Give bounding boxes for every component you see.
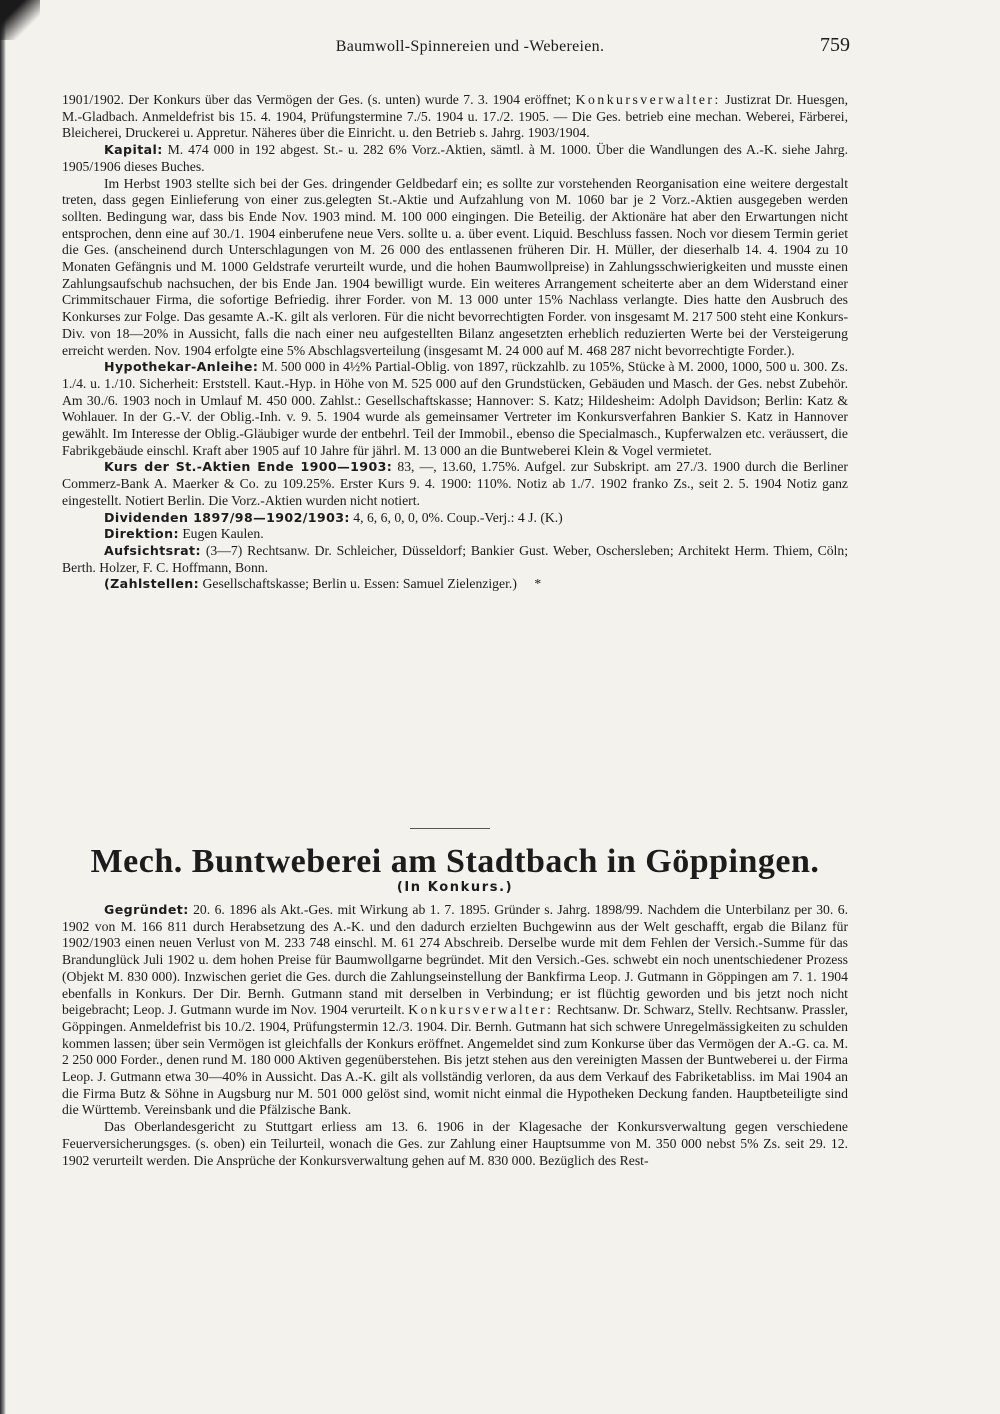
- page-number: 759: [820, 34, 850, 56]
- paragraph-dividenden: [62, 510, 848, 527]
- paragraph-aufsichtsrat: [62, 543, 848, 576]
- footnote-mark: *: [534, 576, 542, 592]
- direktion-text: Eugen Kaulen.: [182, 526, 264, 542]
- konkurs-text: 1901/1902. Der Konkurs über das Vermögen der Ges. (s. unten) wurde 7. 3. 1904 eröffnet;: [62, 92, 572, 107]
- section-divider: [410, 828, 490, 829]
- paragraph-hypothekar: [62, 359, 848, 459]
- scan-page-edge: [0, 0, 6, 1414]
- gegruendet-label: Gegründet:: [104, 902, 189, 917]
- gegruendet-text: 20. 6. 1896 als Akt.-Ges. mit Wirkung ab 1. 7. 1895. Gründer s. Jahrg. 1898/99. Nachdem die Unterbilanz per 30. 6. 1902 von M. 166 811 durch Herabsetzung des A.-K. und den dadurch erzielten Buchgewinn aus der Welt geschafft, ergab die Bilanz für 1902/1903 einen neuen Verlust von M. 233 748 einschl. M. 61 274 Abschreib. Derselbe wurde mit dem Fehlen der Versich.-Summe für das Brandunglück Juli 1902 u. dem hohen Preise für Baumwollgarne begründet. Mit den Versich.-Ges. schwebt ein noch unentschiedener Prozess (Objekt M. 830 000). Inzwischen geriet die Ges. durch die Zahlungseinstellung der Bankfirma Leop. J. Gutmann in Göppingen am 7. 1. 1904 ebenfalls in Konkurs. Der Dir. Bernh. Gutmann stand mit derselben in Verbindung; er ist flüchtig geworden und bis jetzt noch nicht beigebracht; Leop. J. Gutmann wurde im Nov. 1904 verurteilt.: [62, 902, 848, 1018]
- section-title: Mech. Buntweberei am Stadtbach in Göppingen.: [90, 843, 820, 880]
- section-baumwoll-entry: [62, 92, 848, 593]
- aufsichtsrat-label: Aufsichtsrat:: [104, 542, 201, 558]
- direktion-label: Direktion:: [104, 526, 179, 542]
- paragraph-gegruendet: [62, 902, 848, 1119]
- konkursverwalter-text: Rechtsanw. Dr. Schwarz, Stellv. Rechtsanw. Prassler, Göppingen. Anmeldefrist bis 10./2. 1904, Prüfungstermin 12./3. 1904. Dir. Bernh. Gutmann hat sich schwere Unregelmässigkeiten zu schulden kommen lassen; über sein Vermögen ist gleichfalls der Konkurs eröffnet. Angemeldet sind zum Konkurse über das Vermögen der A.-G. ca. M. 2 250 000 Forder., denen rund M. 180 000 Aktiven gegenüberstehen. Bis jetzt stehen aus den vereinigten Massen der Buntweberei u. der Firma Leop. J. Gutmann etwa 30—40% in Aussicht. Das A.-K. gilt als vollständig verloren, da aus dem Verkauf des Fabriketabliss. im Mai 1904 an die Firma Butz & Söhne in Augsburg nur M. 501 000 gelöst sind, womit nicht einmal die Hypotheken Deckung fanden. Hauptbeteiligte sind die Württemb. Vereinsbank und die Pfälzische Bank.: [62, 1002, 849, 1118]
- zahlstellen-label: (Zahlstellen:: [104, 576, 200, 592]
- hypothekar-label: Hypothekar-Anleihe:: [104, 359, 259, 375]
- paragraph-oberlandesgericht: Das Oberlandesgericht zu Stuttgart erliess am 13. 6. 1906 in der Klagesache der Konkursverwaltung gegen verschiedene Feuerversicherungsges. (s. oben) ein Teilurteil, wonach die Ges. zur Zahlung einer Hauptsumme von M. 350 000 nebst 5% Zs. seit 29. 12. 1902 verurteilt werden. Die Ansprüche der Konkursverwaltung gehen auf M. 830 000. Bezüglich des Rest-: [62, 1119, 848, 1168]
- section-buntweberei-entry: [62, 902, 848, 1169]
- konkursverwalter-label: Konkursverwalter:: [575, 92, 721, 107]
- paragraph-reorganisation: Im Herbst 1903 stellte sich bei der Ges. dringender Geldbedarf ein; es sollte zur vorstehenden Reorganisation eine weitere dergestalt treten, dass gegen Einlieferung von einer zus.gelegten St.-Aktie und Aufzahlung von M. 1060 bar je 2 Vorz.-Aktien ausgegeben werden sollten. Bedingung war, dass bis Ende Nov. 1903 mind. M. 100 000 eingingen. Die Beteilig. der Aktionäre hat aber den Erwartungen nicht entsprochen, denn eine auf 30./1. 1904 einberufene neue Vers. sollte u. a. über event. Liquid. Beschluss fassen. Noch vor diesem Termin geriet die Ges. (anscheinend durch Unterschlagungen von M. 26 000 des entlassenen früheren Dir. H. Müller, der dieserhalb 14. 4. 1904 zu 10 Monaten Gefängnis und M. 1000 Geldstrafe verurteilt wurde, und die hohen Baumwollpreise) in Zahlungsschwierigkeiten und musste einen Zahlungsaufschub nachsuchen, der bis Ende Jan. 1904 bewilligt wurde. Ein weiteres Arrangement scheiterte aber an dem Widerstand einer Crimmitschauer Firma, die sofortige Befriedig. ihrer Forder. von M. 13 000 unter 15% Nachlass verlangte. Dies hatte den Ausbruch des Konkurses zur Folge. Das gesamte A.-K. gilt als verloren. Für die nicht bevorrechtigten Forder. von insgesamt M. 217 500 steht eine Konkurs-Div. von 18—20% in Aussicht, falls die nach einer neu aufgestellten Bilanz angesetzten erheblich reduzierten Werte bei der Versteigerung erreicht werden. Nov. 1904 erfolgte eine 5% Abschlagsverteilung (insgesamt M. 24 000 auf M. 468 287 nicht bevorrechtigte Forder.).: [62, 175, 848, 358]
- konkurs-details: Justizrat Dr. Huesgen, M.-Gladbach. Anmeldefrist bis 15. 4. 1904, Prüfungstermine 7./5. 1904 u. 17./2. 1905. — Die Ges. betrieb eine mechan. Weberei, Färberei, Bleicherei, Druckerei u. Appretur. Näheres über die Einricht. u. den Betrieb s. Jahrg. 1903/1904.: [62, 92, 849, 141]
- kapital-label: Kapital:: [104, 142, 163, 158]
- konkursverwalter-label-2: Konkursverwalter:: [408, 1002, 554, 1018]
- running-header: Baumwoll-Spinnereien und -Webereien.: [335, 38, 605, 55]
- paragraph-direktion: [62, 526, 848, 543]
- aufsichtsrat-text: (3—7) Rechtsanw. Dr. Schleicher, Düsseldorf; Bankier Gust. Weber, Oschersleben; Architekt Herm. Thiem, Cöln; Berth. Holzer, F. C. Hoffmann, Bonn.: [62, 542, 849, 575]
- dividenden-text: 4, 6, 6, 0, 0, 0%. Coup.-Verj.: 4 J. (K.): [353, 509, 563, 525]
- paragraph-kapital: [62, 142, 848, 175]
- paragraph-zahlstellen: [62, 576, 848, 593]
- section-subtitle: (In Konkurs.): [396, 880, 514, 895]
- kapital-text: M. 474 000 in 192 abgest. St.- u. 282 6% Vorz.-Aktien, sämtl. à M. 1000. Über die Wandlungen des A.-K. siehe Jahrg. 1905/1906 dieses Buches.: [62, 142, 849, 174]
- paragraph-konkurs: [62, 92, 848, 142]
- scan-corner-shadow: [0, 0, 40, 40]
- paragraph-kurs: [62, 459, 848, 509]
- kurs-label: Kurs der St.-Aktien Ende 1900—1903:: [104, 459, 393, 475]
- kurs-text: 83, —, 13.60, 1.75%. Aufgel. zur Subskript. am 27./3. 1900 durch die Berliner Commerz-Bank A. Maerker & Co. zu 109.25%. Erster Kurs 9. 4. 1900: 110%. Notiz ab 1./7. 1902 franko Zs., seit 2. 5. 1904 Notiz ganz eingestellt. Notiert Berlin. Die Vorz.-Aktien wurden nicht notiert.: [62, 459, 848, 508]
- dividenden-label: Dividenden 1897/98—1902/1903:: [104, 509, 350, 525]
- zahlstellen-text: Gesellschaftskasse; Berlin u. Essen: Samuel Zielenziger.): [202, 576, 517, 592]
- hypothekar-text: M. 500 000 in 4½% Partial-Oblig. von 1897, rückzahlb. zu 105%, Stücke à M. 2000, 1000, 500 u. 300. Zs. 1./4. u. 1./10. Sicherheit: Erststell. Kaut.-Hyp. in Höhe von M. 525 000 auf den Grundstücken, Gebäuden und Masch. der Ges. nebst Zubehör. Am 30./6. 1903 noch in Umlauf M. 450 000. Zahlst.: Gesellschaftskasse; Hannover: S. Katz; Hildesheim: Adolph Davidson; Berlin: Katz & Wohlauer. In der G.-V. der Oblig.-Inh. v. 9. 5. 1904 wurde als gemeinsamer Vertreter im Konkursverfahren Bankier S. Katz in Hannover gewählt. Im Interesse der Oblig.-Gläubiger wurde der entbehrl. Teil der Immobil., ebenso die Specialmasch., Kupferwalzen etc. veräussert, die Fabrikgebäude einschl. Kraft aber 1905 auf 10 Jahre für jährl. M. 13 000 an die Buntweberei Klein & Vogel vermietet.: [62, 359, 848, 458]
